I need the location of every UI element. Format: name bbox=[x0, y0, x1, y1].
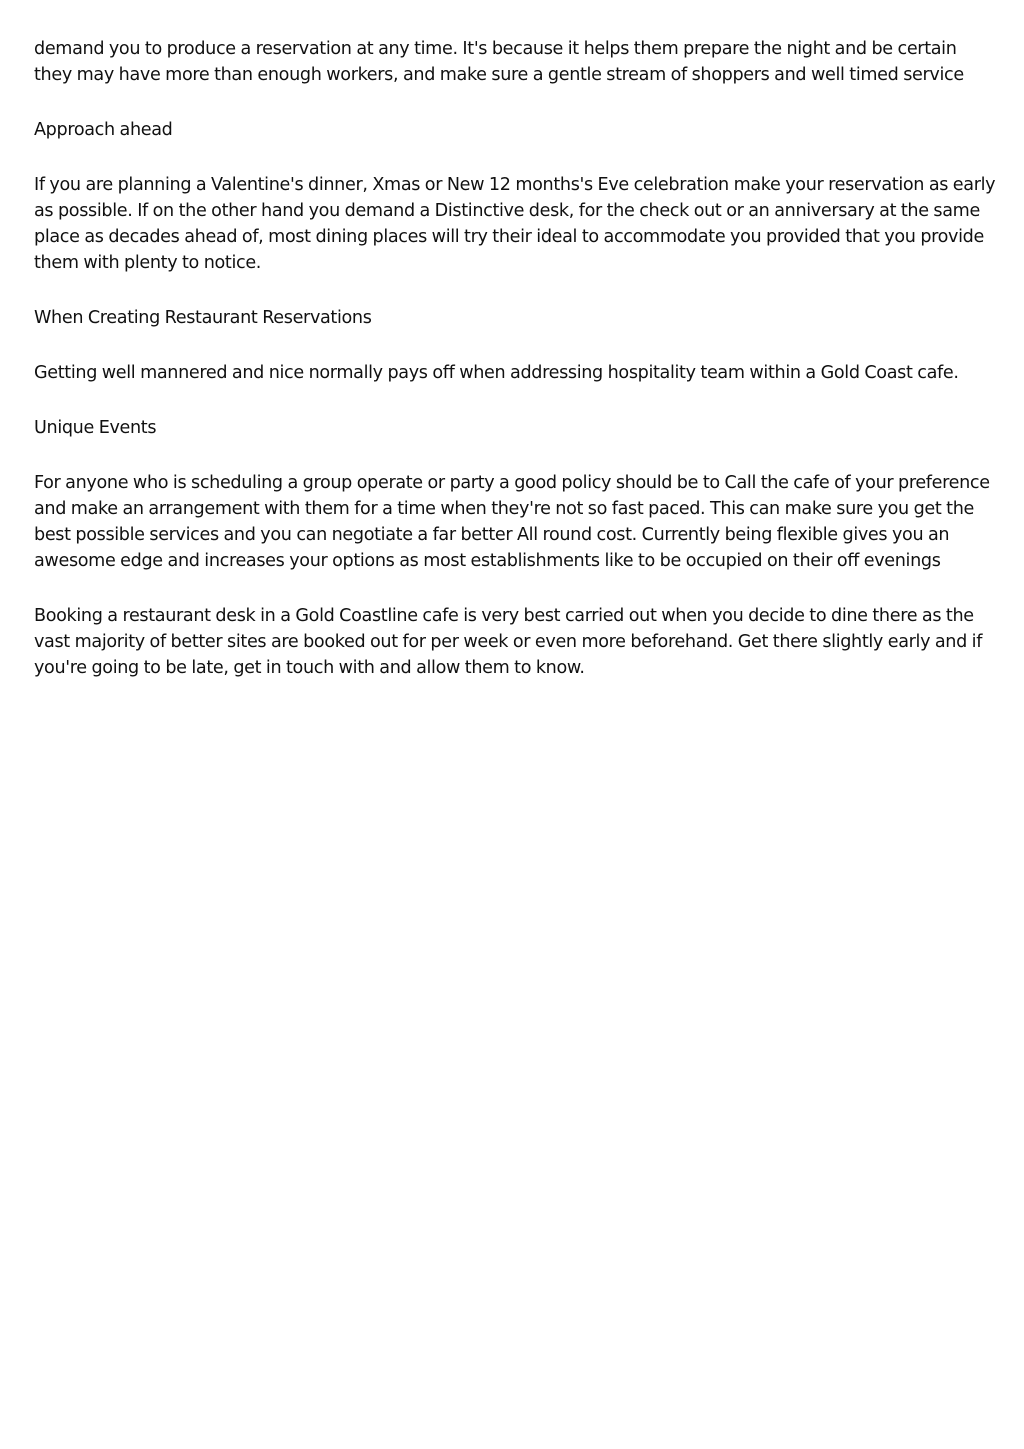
heading-unique-events: Unique Events bbox=[34, 418, 157, 438]
paragraph-group-functions: For anyone who is scheduling a group operate or party a good policy should be to Call the cafe of your preference and make an arrangement with them for a time when they're not so fast paced. This can make sure you get the best possible services and you can negotiate a far better All round cost. Currently being flexible gives you an awesome edge and increases your options as most establishments like to be occupied on their off evenings bbox=[34, 473, 990, 571]
paragraph-booking-advice: Booking a restaurant desk in a Gold Coastline cafe is very best carried out when you decide to dine there as the vast majority of better sites are booked out for per week or even more beforehand. Get there slightly early and if you're going to be late, get in touch with and allow them to know. bbox=[34, 606, 983, 678]
paragraph-holiday-planning: If you are planning a Valentine's dinner, Xmas or New 12 months's Eve celebration make your reservation as early as possible. If on the other hand you demand a Distinctive desk, for the check out or an anniversary at the same place as decades ahead of, most dining places will try their ideal to accommodate you provided that you provide them with plenty to notice. bbox=[34, 175, 996, 273]
heading-creating-reservations: When Creating Restaurant Reservations bbox=[34, 308, 372, 328]
document-body bbox=[34, 36, 996, 710]
paragraph-reservation-demand: demand you to produce a reservation at any time. It's because it helps them prepare the night and be certain they may have more than enough workers, and make sure a gentle stream of shoppers and well timed service bbox=[34, 39, 964, 85]
heading-approach-ahead: Approach ahead bbox=[34, 120, 173, 140]
paragraph-politeness: Getting well mannered and nice normally pays off when addressing hospitality team within a Gold Coast cafe. bbox=[34, 363, 959, 383]
